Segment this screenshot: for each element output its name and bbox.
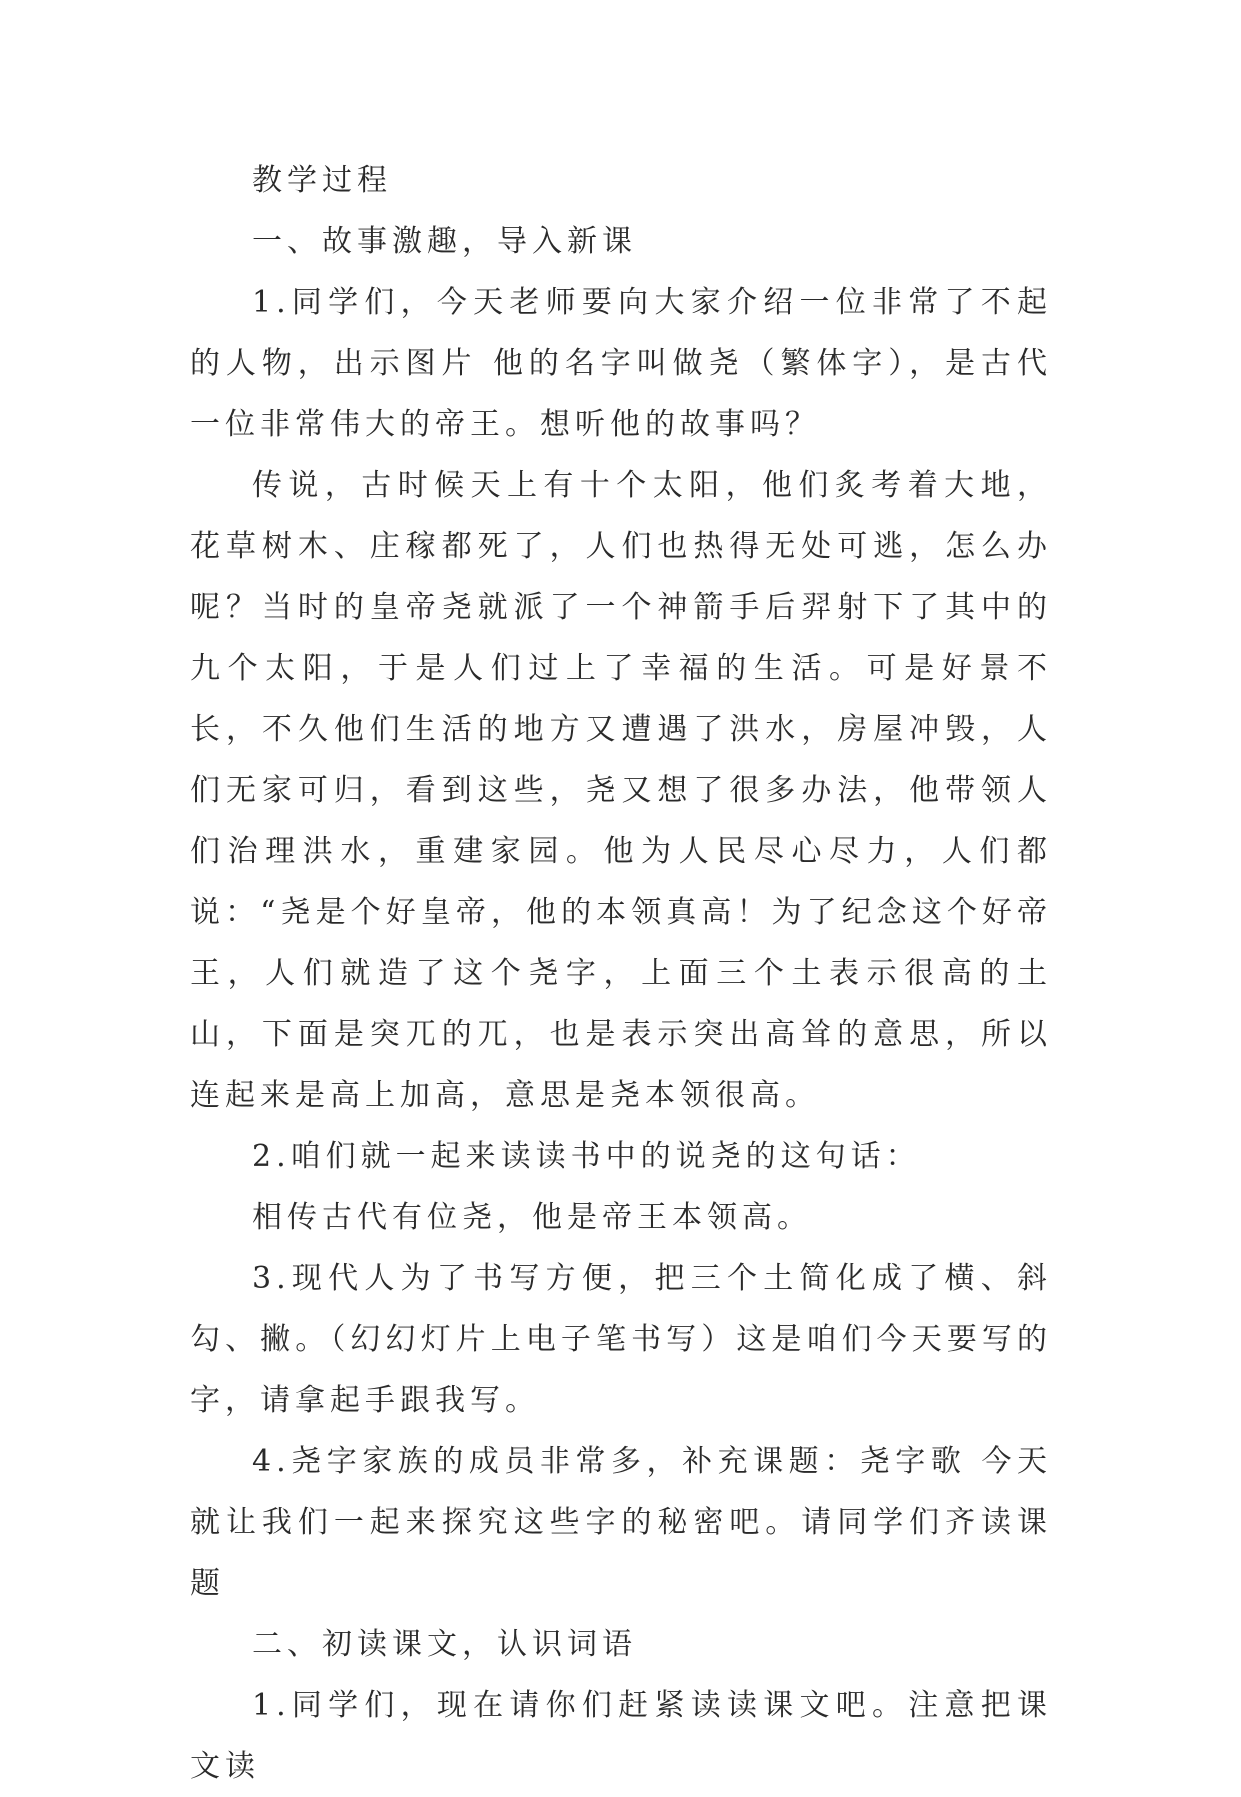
paragraph-step-4: 4.尧字家族的成员非常多，补充课题：尧字歌 今天就让我们一起来探究这些字的秘密吧。请同学们齐读课题 [190, 1444, 1052, 1601]
section-heading-teaching-process: 教学过程 [252, 163, 392, 198]
section-heading-part-two: 二、初读课文，认识词语 [252, 1627, 637, 1662]
section-heading-part-one: 一、故事激趣，导入新课 [252, 224, 637, 259]
paragraph-quote: 相传古代有位尧，他是帝王本领高。 [252, 1200, 812, 1235]
paragraph-step-3: 3.现代人为了书写方便，把三个土简化成了横、斜勾、撇。（幻幻灯片上电子笔书写）这是咱们今天要写的字，请拿起手跟我写。 [190, 1261, 1052, 1418]
paragraph-step-1: 1.同学们，今天老师要向大家介绍一位非常了不起的人物，出示图片 他的名字叫做尧（繁体字），是古代一位非常伟大的帝王。想听他的故事吗？ [190, 285, 1052, 442]
document-body [190, 150, 1052, 1797]
paragraph-step-2: 2.咱们就一起来读读书中的说尧的这句话： [252, 1139, 921, 1174]
paragraph-part-two-step-1: 1.同学们，现在请你们赶紧读读课文吧。注意把课文读 [190, 1688, 1052, 1784]
paragraph-legend: 传说，古时候天上有十个太阳，他们炙考着大地，花草树木、庄稼都死了，人们也热得无处可逃，怎么办呢？当时的皇帝尧就派了一个神箭手后羿射下了其中的九个太阳，于是人们过上了幸福的生活。可是好景不长，不久他们生活的地方又遭遇了洪水，房屋冲毁，人们无家可归，看到这些，尧又想了很多办法，他带领人们治理洪水，重建家园。他为人民尽心尽力，人们都说：“尧是个好皇帝，他的本领真高！为了纪念这个好帝王，人们就造了这个尧字，上面三个土表示很高的土山，下面是突兀的兀，也是表示突出高耸的意思，所以连起来是高上加高，意思是尧本领很高。 [190, 468, 1052, 1113]
